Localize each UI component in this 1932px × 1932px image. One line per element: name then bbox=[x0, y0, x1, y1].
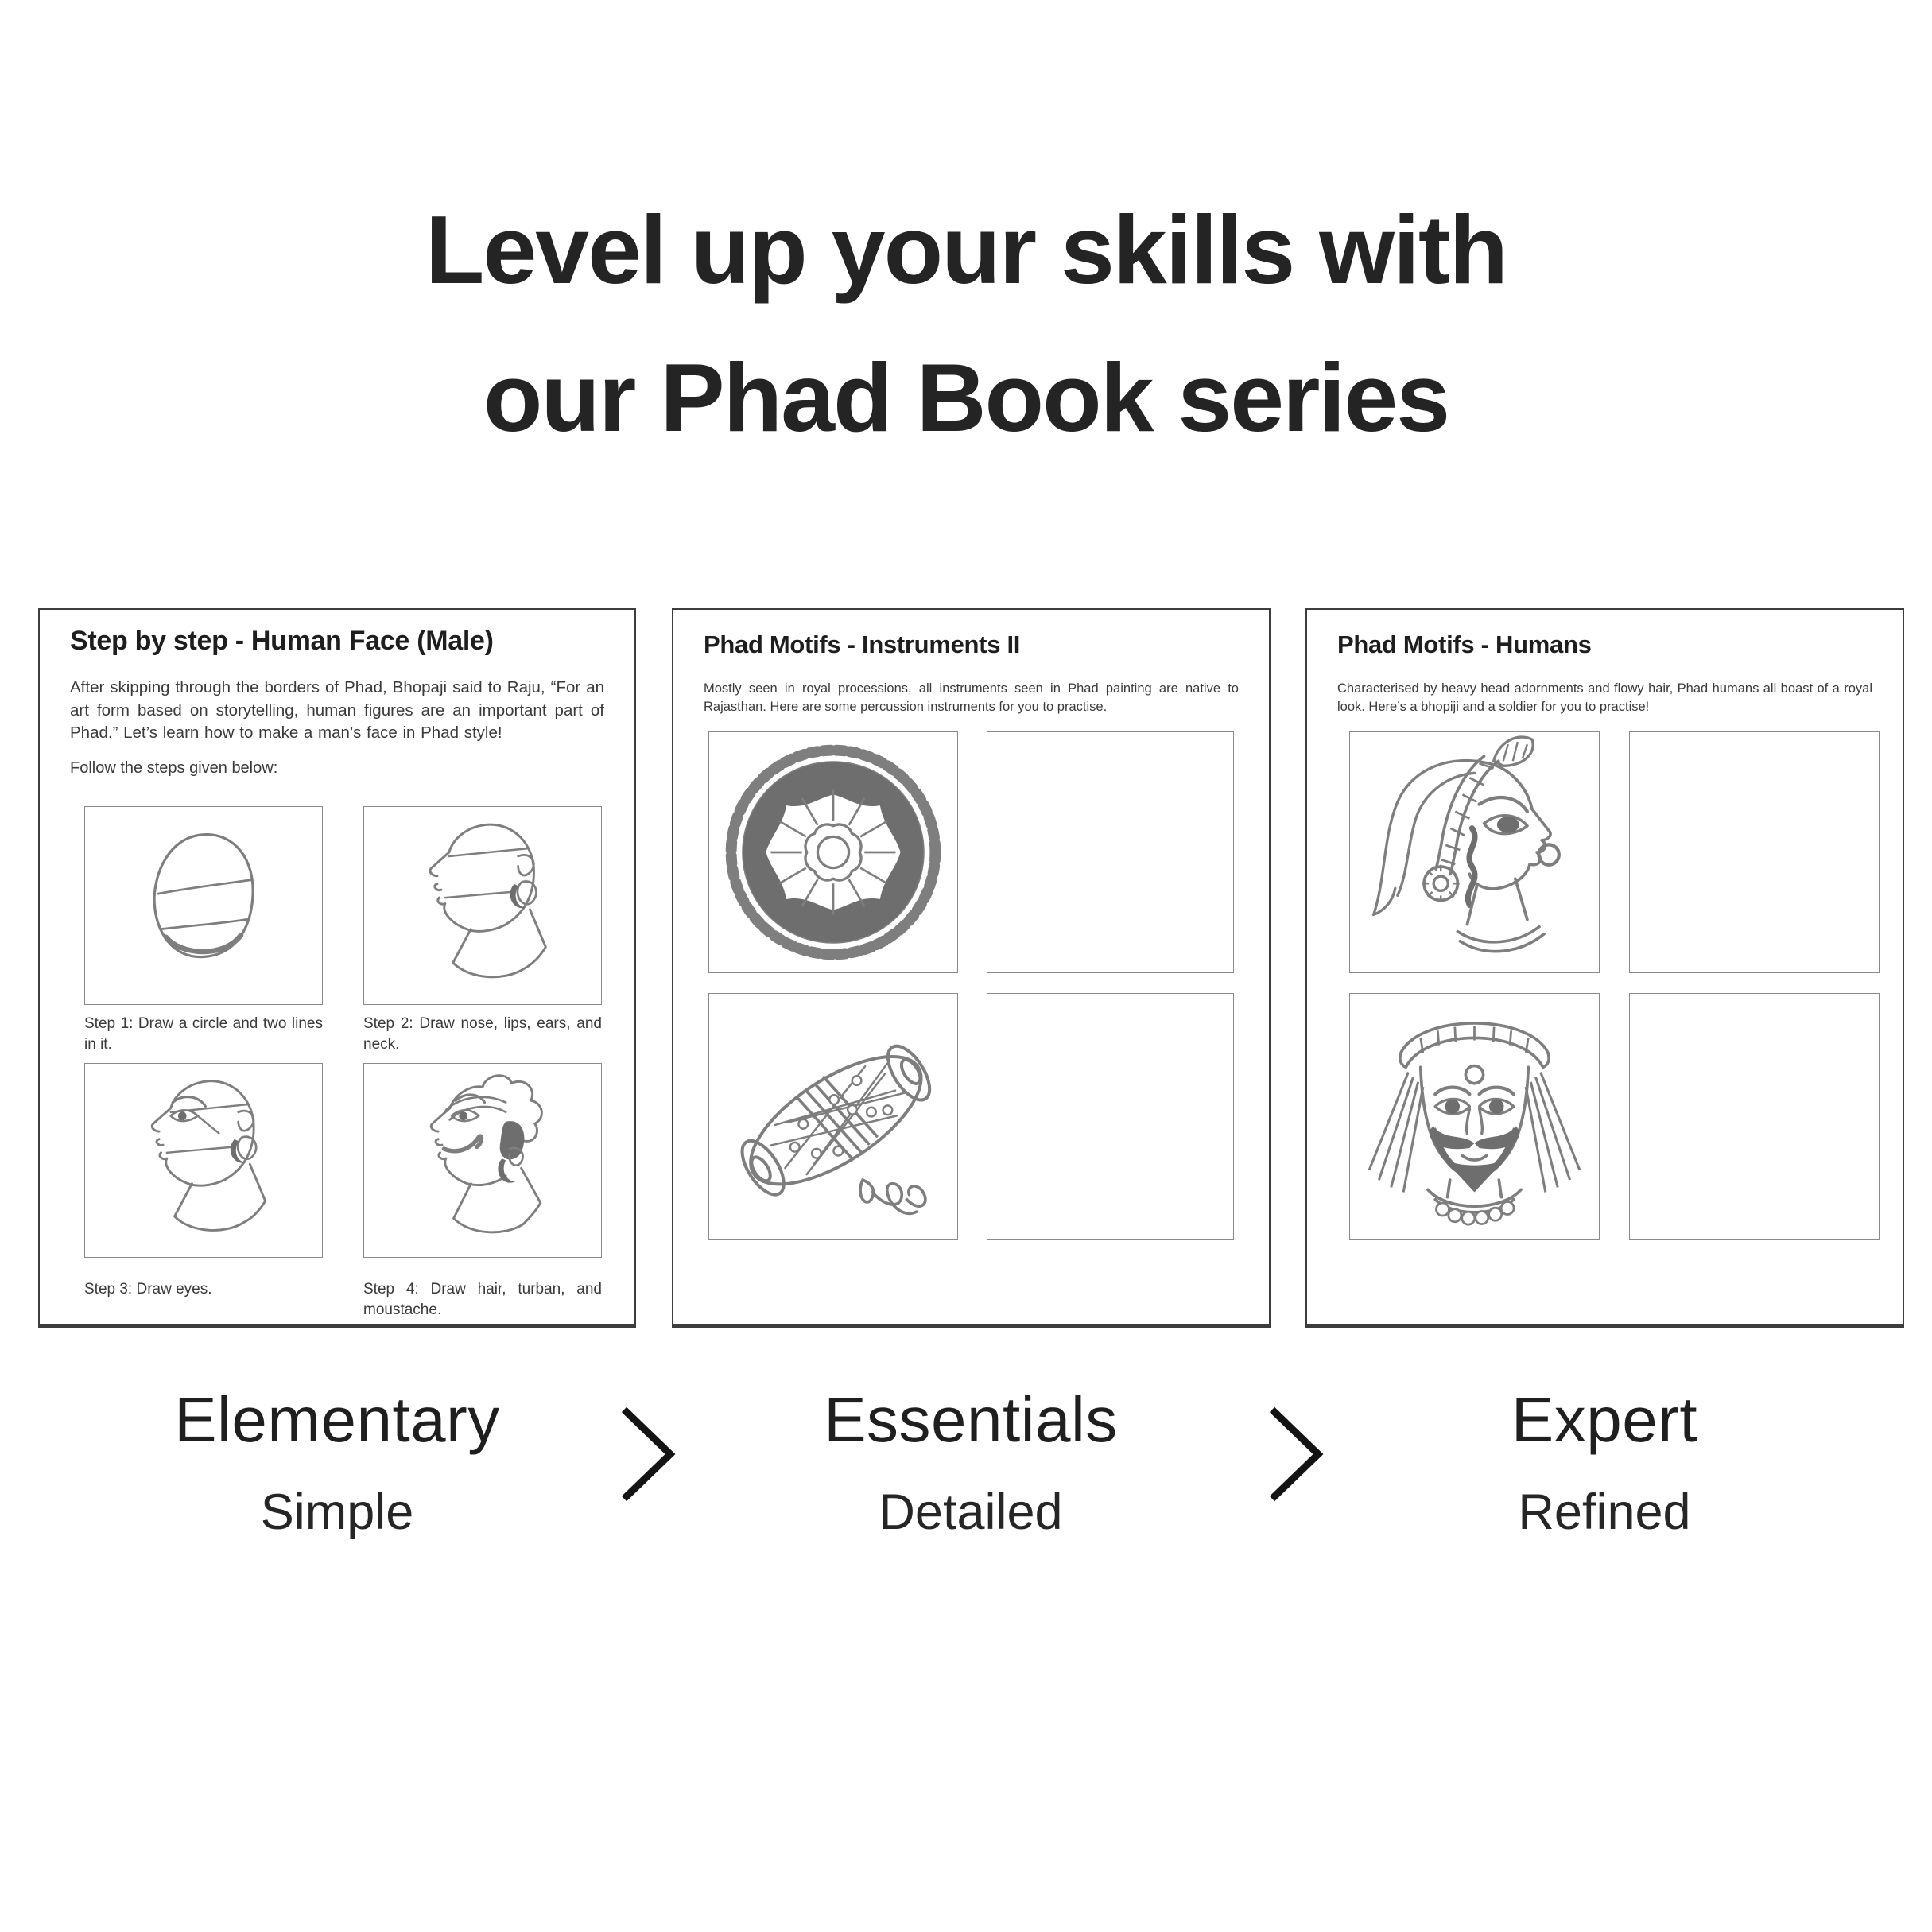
follow-steps-text: Follow the steps given below: bbox=[70, 759, 278, 777]
practice-box-empty bbox=[1629, 731, 1880, 973]
page-heading: Step by step - Human Face (Male) bbox=[70, 626, 494, 656]
step2-caption: Step 2: Draw nose, lips, ears, and neck. bbox=[363, 1015, 602, 1053]
step1-illustration-box bbox=[84, 806, 323, 1005]
page-title-line2: our Phad Book series bbox=[483, 343, 1449, 452]
page-heading: Phad Motifs - Instruments II bbox=[704, 630, 1021, 658]
chevron-right-icon bbox=[618, 1406, 678, 1503]
page-title-line1: Level up your skills with bbox=[425, 196, 1507, 304]
step4-caption: Step 4: Draw hair, turban, and moustache. bbox=[363, 1281, 602, 1318]
level-essentials bbox=[732, 1383, 1209, 1541]
dholak-illustration-box bbox=[708, 993, 958, 1240]
step2-illustration-box bbox=[363, 806, 602, 1005]
circle-guide-sketch bbox=[85, 807, 322, 1004]
level-name: Elementary bbox=[174, 1384, 500, 1455]
page-heading: Phad Motifs - Humans bbox=[1337, 630, 1592, 658]
page-intro: Mostly seen in royal processions, all instruments seen in Phad painting are native to Rajasthan. Here are some percussion instruments for you to practise. bbox=[704, 681, 1239, 714]
bhopiji-face-sketch bbox=[1350, 732, 1599, 972]
ornamental-wheel-drum-sketch bbox=[709, 732, 957, 972]
soldier-face-sketch bbox=[1350, 994, 1599, 1239]
profile-turban-moustache-sketch bbox=[364, 1064, 601, 1257]
level-tagline: Refined bbox=[1518, 1484, 1691, 1540]
practice-box-empty bbox=[987, 993, 1234, 1240]
book-page-elementary bbox=[38, 608, 636, 1328]
step3-caption: Step 3: Draw eyes. bbox=[84, 1281, 212, 1298]
book-page-essentials bbox=[672, 608, 1271, 1328]
page-title bbox=[0, 176, 1932, 471]
soldier-illustration-box bbox=[1349, 993, 1600, 1240]
wheel-drum-illustration-box bbox=[708, 731, 958, 973]
step4-illustration-box bbox=[363, 1063, 602, 1258]
level-elementary bbox=[99, 1383, 576, 1541]
page-intro: After skipping through the borders of Phad, Bhopaji said to Raju, “For an art form based on storytelling, human figures are an important part of Phad.” Let’s learn how to make a man’s face in Phad style! bbox=[70, 678, 604, 742]
profile-nose-lips-ears-neck-sketch bbox=[364, 807, 601, 1004]
book-page-expert bbox=[1305, 608, 1904, 1328]
level-expert bbox=[1366, 1383, 1843, 1541]
bhopiji-illustration-box bbox=[1349, 731, 1600, 973]
practice-box-empty bbox=[987, 731, 1234, 973]
level-tagline: Simple bbox=[260, 1484, 414, 1540]
practice-box-empty bbox=[1629, 993, 1880, 1240]
level-tagline: Detailed bbox=[879, 1484, 1063, 1540]
level-name: Expert bbox=[1511, 1384, 1698, 1455]
step1-caption: Step 1: Draw a circle and two lines in it. bbox=[84, 1015, 323, 1053]
step3-illustration-box bbox=[84, 1063, 323, 1258]
chevron-right-icon bbox=[1266, 1406, 1326, 1503]
level-name: Essentials bbox=[824, 1384, 1118, 1455]
page-intro: Characterised by heavy head adornments and flowy hair, Phad humans all boast of a royal look. Here’s a bhopiji and a soldier for you to practise! bbox=[1337, 681, 1872, 714]
profile-eyes-sketch bbox=[85, 1064, 322, 1257]
dholak-drum-sketch bbox=[709, 994, 957, 1239]
